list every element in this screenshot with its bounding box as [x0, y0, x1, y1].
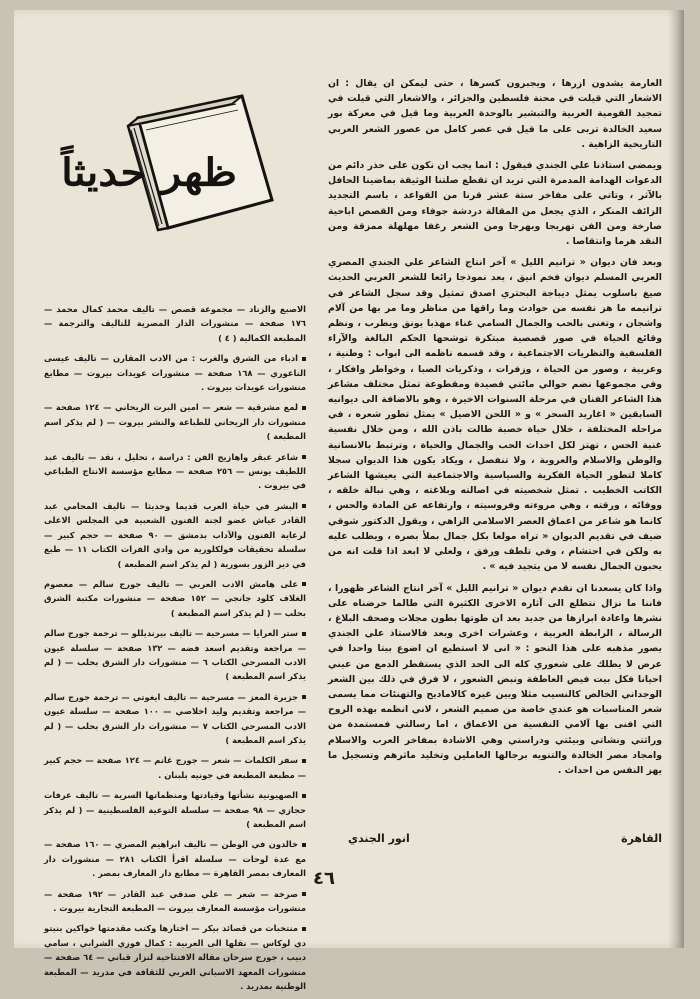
- magazine-page: [14, 10, 684, 992]
- bullet-icon: [302, 632, 306, 636]
- bullet-icon: [302, 357, 306, 361]
- article-signature: [328, 832, 662, 852]
- book-entry-text: جزيرة المعز — مسرحية — تاليف ايغوتي — ترجمة جورج سالم — مراجعة وتقديم وليد اخلاصي — ١٠٠ صفحة — سلسلة عيون الادب المسرحي الكتاب ٧ — منشورات دار الشرق بحلب — ( لم يذكر اسم المطبعة ): [44, 691, 306, 745]
- book-entry: [44, 921, 306, 993]
- section-title: ظهر حديثاً: [61, 150, 237, 195]
- article-paragraph: وبعد فان ديوان « ترانيم الليل » آخر انتاج الشاعر علي الجندي المصري العربي المسلم ديوان فخم انيق ، يعد نموذجا رائعا للشعر العربي الحديث صيغ باسلوب يمثل ديباجة البحتري اصدق تمثيل وقد سجل الشاعر في ترانيمه ما هز نفسه من حوادث وما راقها من مناظر وما مر بها من آلام واشجان ، وتغنى بالحب والجمال السامي غناء مهذبا يونق ويطرب ، ونظم وقائع الحياة في صور قصصية مبتكرة توشحها الحكم البالغة والآراء الفلسفية والنظريات الاجتماعية ، وقد قسمه ناظمه الى ابواب : وطنية ، وعربية ، وصور من الحياة ، وزفرات ، وذكريات الصبا ، وخواطر وافكار ، وفي مجموعها نضم حوالي مائتي قصيدة ومقطوعة تمثل مختلف مشاعر هذا الشاعر الفنان في مرحلة السنوات الاخيرة ، وهو بالاضافة الى ديوانيه السابقين « اغاريد السحر » و « اللحن الاصيل » يمثل تطور شعره ، في مراحله المختلفة ، خلال حياة خصبة طالت باذن الله ، ومن خلال نفسية غنية الحس ، تهتز لكل احداث الحب والجمال والحياة ، وترتبط بالانسانية والوطن والاسلام والعروبة ، ولا تنفصل ، ويكاد يكون هذا الديوان سجلا كاملا لتطور الحياة الفكرية والسياسية والاجتماعية التي يعيشها الشاعر الكاتب الخطيب . تمثل شخصيته في اصالته وبلاغته ، وهي نبالة خلقه ، ووفائه ، ورقته ، وهي مروءته وفروسيته ، وارتفاعه عن المادة والحس ، كانما هو شاعر من اعماق العصر الاسلامي الزاهي ، ويقول الدكتور شوقي ضيف في تقديم الديوان « تراه مولعا بكل جمال بملأ بصره ، ويطلب عليه به ولكن في احتشام ، وفي تلطف ورفق ، ولعلي لا ابعد اذا قلت انه من يحبون الجمال نفسه لا من يتجيد فيه » .: [328, 257, 662, 573]
- signature-author: انور الجندي: [348, 832, 410, 845]
- bullet-icon: [302, 892, 306, 896]
- article-column: [328, 76, 662, 784]
- book-entry-text: سفر الكلمات — شعر — جورج غانم — ١٢٤ صفحة — حجم كبير — مطبعة المطبعة في جونيه بلبنان .: [44, 755, 306, 780]
- book-entry: [44, 788, 306, 831]
- book-entry-text: خالدون في الوطن — تاليف ابراهيم المصري — ١٦٠ صفحة — مع عدة لوحات — سلسلة اقرأ الكتاب ٢٨١ — منشورات دار المعارف بمصر القاهرة — مطابع دار المعارف بمصر .: [44, 839, 307, 879]
- book-entry: [44, 626, 306, 684]
- book-entry: [44, 351, 306, 394]
- book-entry: [44, 577, 306, 620]
- new-books-list: [44, 302, 306, 999]
- section-header: [40, 96, 310, 276]
- book-entry: [44, 837, 306, 880]
- book-entry-text: لمع مشرقية — شعر — امين البرت الريحاني — ١٢٤ صفحة — منشورات دار الريحاني للطباعة والنشر بيروت — ( لم يذكر اسم المطبعة ): [44, 402, 306, 442]
- book-entry: [44, 690, 306, 748]
- book-entry-text: الصهيونية نشأتها وقيادتها ومنظماتها السرية — تاليف عرفات حجازي — ٩٨ صفحة — سلسلة التوعية الفلسطينية — ( لم يذكر اسم المطبعة ): [44, 790, 306, 829]
- book-entry-text: شاعر عبقر واهازيج الفن : دراسة ، تحليل ، نقد — تاليف عبد اللطيف يونس — ٢٥٦ صفحة — مطابع مؤسسة الانتاج الطباعي في بيروت .: [44, 451, 306, 491]
- book-entry: [44, 302, 306, 345]
- bullet-icon: [302, 759, 306, 763]
- book-entry-text: الاصبع والزناد — مجموعة قصص — تاليف محمد كمال محمد — ١٧٦ صفحة — منشورات الدار المصرية للتاليف والترجمة — المطبعة الكمالية ( ٤ ): [44, 304, 306, 343]
- bullet-icon: [302, 843, 306, 847]
- book-entry: [44, 753, 306, 782]
- book-entry-text: ستر العرايا — مسرحية — تاليف بيرنديللو — ترجمة جورج سالم — مراجعة وتقديم اسعد فضه — ١٣٢ صفحة — سلسلة عيون الادب المسرحي الكتاب ٦ — منشورات دار الشرق بحلب — ( لم يذكر اسم المطبعة ): [44, 628, 306, 682]
- book-entry: [44, 499, 306, 571]
- book-entry-text: منتخبات من قصائد بيكر — اختارها وكتب مقدمتها خواكين بنيتو دي لوكاس — نقلها الى العربية : كمال فوزي الشرابي ، سامي دبيب ، جورج سرحان مقالة الافتتاحية لنزار قباني — ٦٤ صفحة — منشورات المعهد الاسباني العربي للثقافة في مدريد — المطبعة الوطنية بمدريد .: [44, 923, 306, 992]
- book-entry: [44, 450, 306, 493]
- article-paragraph: ويمضي استاذنا علي الجندي فيقول : انما يجب ان نكون على حذر دائم من الدعوات الهدامة المدمرة التي تريد ان تقطع صلتنا الوثيقة بماضينا الحافل بالآثر ، وتاتي على مفاخر ستة عشر قرنا من القواعد ، باسم التجديد الزائف المنكر ، الذي يجعل من المقالة دردشة جوفاء ومن القصص اباحية صارخة ومن الفن تهريجا وبهرجا ومن الشعر رغفا مهلهلة ممزقة ومن النقد هرما وانتقاصا .: [328, 160, 662, 248]
- page-number: ٤٦: [313, 868, 335, 889]
- bullet-icon: [302, 582, 306, 586]
- bullet-icon: [302, 927, 306, 931]
- book-entry-text: البشر في حياة العرب قديما وحديثا — تاليف المحامي عبد القادر عياش عضو لجنة الفنون الشعبية في المجلس الاعلى لرعاية الفنون والآداب بدمشق — ٩٠ صفحة — حجم كبير — سلسلة تحقيقات فولكلورية من وادي الفرات الكتاب ١١ — طبع في دير الزور بسورية ( لم يذكر اسم المطبعة ): [44, 500, 306, 569]
- book-entry: [44, 400, 306, 443]
- book-entry-text: على هامش الادب العربي — تاليف جورج سالم — معصوم الغلاف كلود جانجي — ١٥٢ صفحة — منشورات مكتبة الشرق بحلب — ( لم يذكر اسم المطبعة ): [44, 578, 307, 618]
- bullet-icon: [302, 504, 306, 508]
- article-paragraph: العارمة يشدون ازرها ، ويجبرون كسرها ، حتى ليمكن ان يقال : ان الاشعار التي قيلت في محنة فلسطين والجزائر ، والاشعار التي قيلت في تمجيد القومية العربية والتبشير بالوحدة العربية وما قيل في معركة بور سعيد الخالدة تربى على ما قيل في عصر كامل من عصور الشعر العربي التاريخية الزاهية .: [328, 78, 662, 150]
- book-entry-text: ادباء من الشرق والغرب : من الادب المقارن — تاليف عيسى الناعوري — ١٦٨ صفحة — منشورات عويدات بيروت — مطابع منشورات عويدات بيروت .: [44, 353, 306, 393]
- bullet-icon: [302, 455, 306, 459]
- bullet-icon: [302, 406, 306, 410]
- page-edge-shadow: [668, 10, 684, 948]
- book-entry-text: صرخة — شعر — علي صدقي عبد القادر — ١٩٢ صفحة — منشورات مؤسسة المعارف بيروت — المطبعة التجارية بيروت .: [44, 888, 306, 914]
- bullet-icon: [302, 794, 306, 798]
- signature-city: القاهرة: [621, 832, 662, 845]
- bullet-icon: [302, 695, 306, 699]
- article-paragraph: واذا كان يسعدنا ان نقدم ديوان « ترانيم الليل » آخر انتاج الشاعر ظهورا ، فاننا ما نزال نتطلع الى آثاره الاخرى الكثيرة التي طالما حرضناه على نشرها واعادة ابرازها من جديد بعد ان طوتها بطون مجلات وصحف البلاغ ، الرسالة ، الرابطة العربية ، وعشرات اخرى وبعد فالاستاذ علي الجندي يصور مذهبه على هذا النحو : « انى لا استطيع ان اضوع بيتا واحدا في عرض لا يطلك على شعوري كله الى الحد الذي يستقطر الدمع من عيني احيانا فكل بيت فيض العاطفة ونبض الشعور ، لا فرق في ذلك بين الشعر الوجداني الخالص كالنسيب مثلا وبين غيره كالاماديح والتهنئات مما يسمى شعر المناسبات هو عندي خاصة من صميم الشعر ، لاني انظمه بهذه الروح التي افنى بها آلامي النفسية من الاعماق ، اما رسالتي فمستمدة من وراثتي ونشاتي وبيئتي ودراستي وهي الاشادة بمفاخر العرب والاسلام وامجاد مصر الخالدة والتنويه برجالها العاملين وتخليد ماثرهم وتسجيل ما يهز النفس من احداث .: [328, 582, 662, 776]
- book-entry: [44, 887, 306, 916]
